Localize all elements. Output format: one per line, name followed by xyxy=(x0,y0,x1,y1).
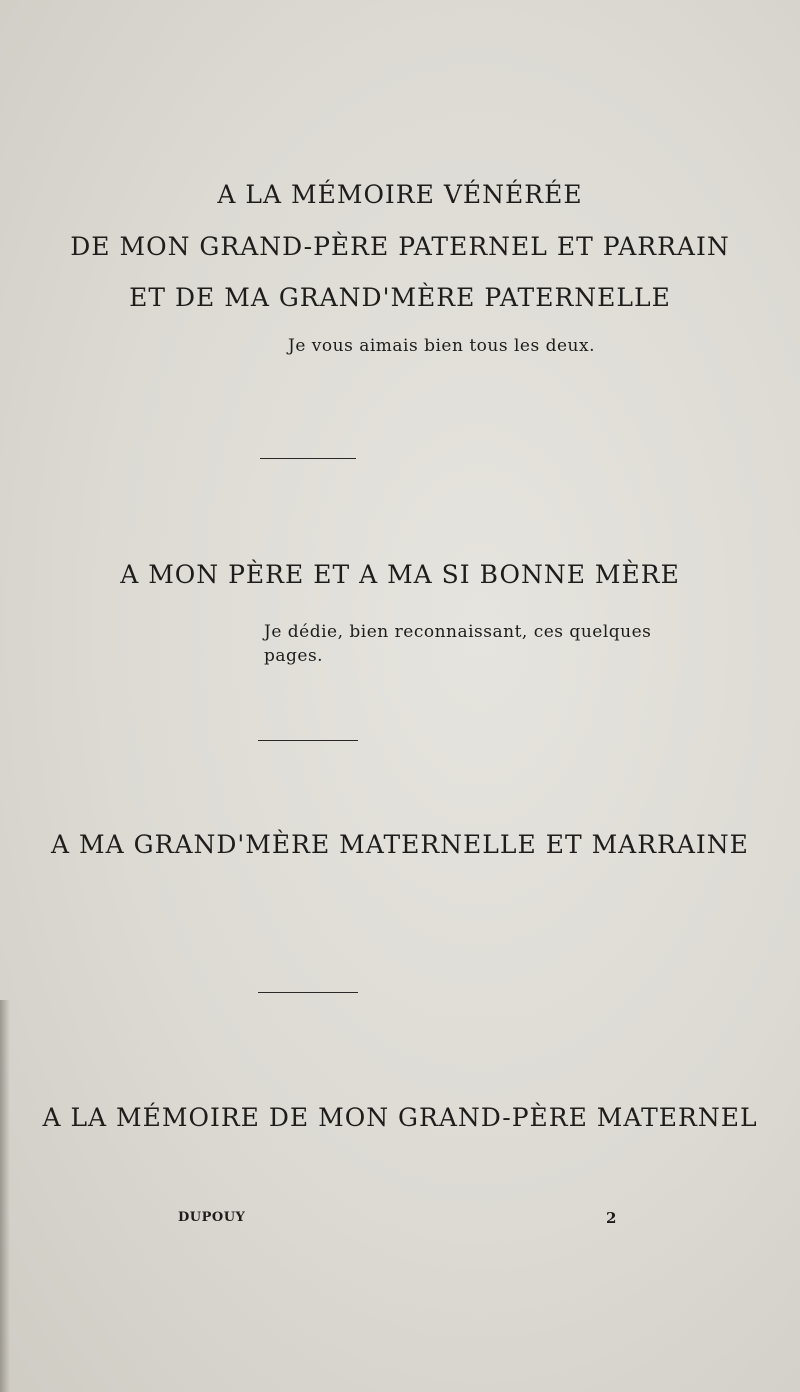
separator-rule-2 xyxy=(258,740,358,741)
signature-number: 2 xyxy=(606,1209,617,1227)
dedication-1-line-2: DE MON GRAND-PÈRE PATERNEL ET PARRAIN xyxy=(70,232,730,261)
dedication-2-heading: A MON PÈRE ET A MA SI BONNE MÈRE xyxy=(120,560,680,589)
dedication-2-note-line-2: pages. xyxy=(264,646,324,666)
separator-rule-1 xyxy=(260,458,356,459)
dedication-1-line-1: A LA MÉMOIRE VÉNÉRÉE xyxy=(217,180,583,209)
separator-rule-3 xyxy=(258,992,358,993)
dedication-2-note-line-1: Je dédie, bien reconnaissant, ces quelques xyxy=(264,622,652,642)
printer-signature-author: DUPOUY xyxy=(178,1210,246,1225)
dedication-1-line-3: ET DE MA GRAND'MÈRE PATERNELLE xyxy=(129,283,671,312)
page-edge-shadow xyxy=(0,1000,10,1392)
dedication-3-heading: A MA GRAND'MÈRE MATERNELLE ET MARRAINE xyxy=(51,830,749,859)
dedication-1-note: Je vous aimais bien tous les deux. xyxy=(288,336,595,356)
dedication-4-heading: A LA MÉMOIRE DE MON GRAND-PÈRE MATERNEL xyxy=(42,1103,758,1132)
